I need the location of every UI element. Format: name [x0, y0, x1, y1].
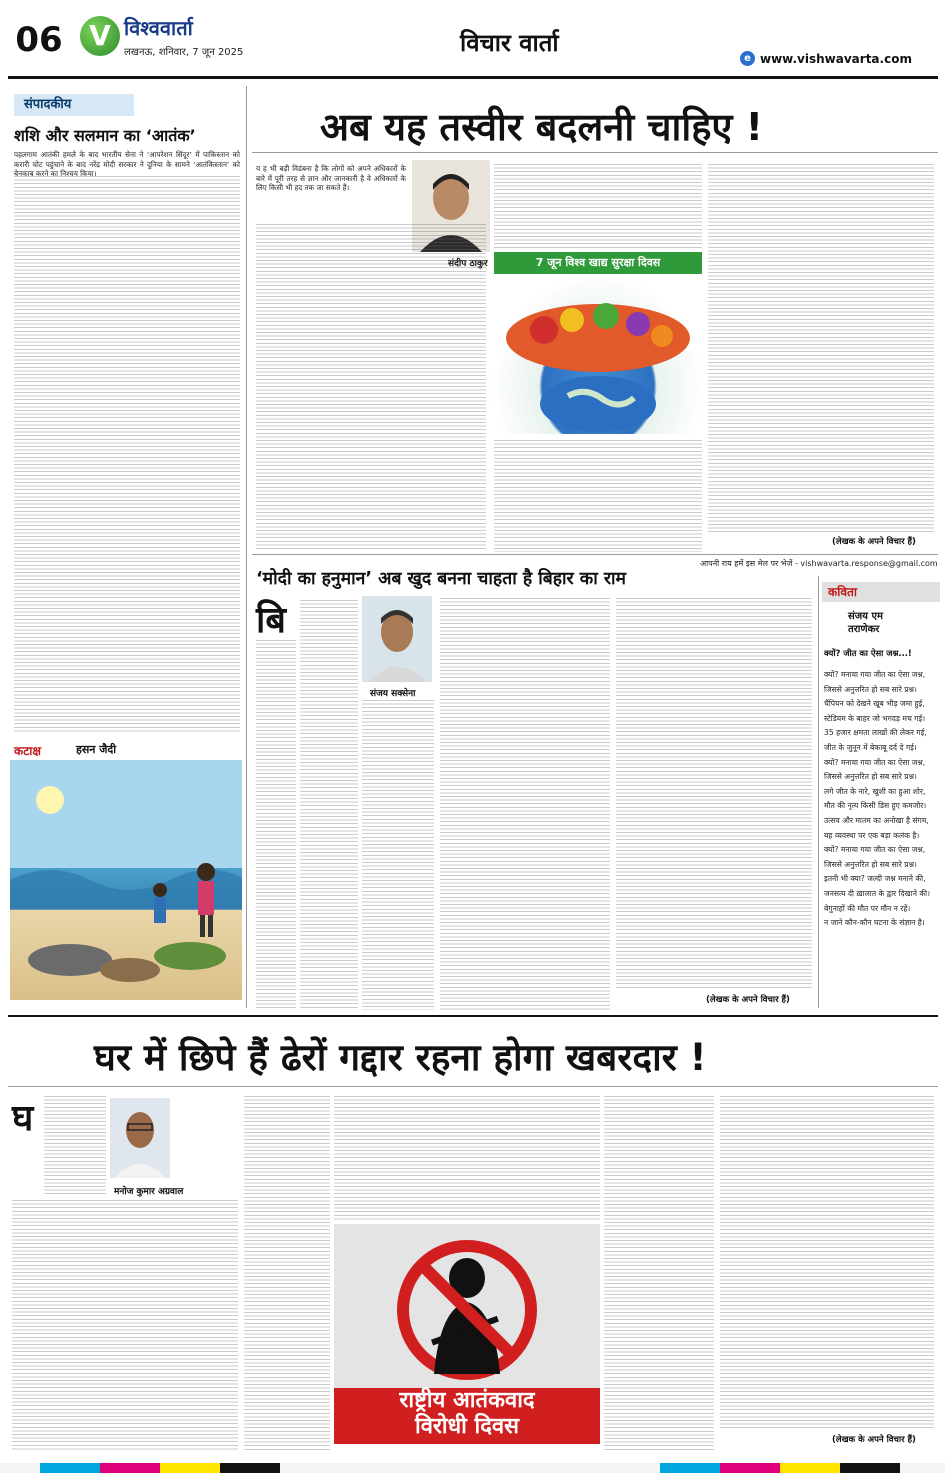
cartoon-figure-2 [153, 883, 167, 923]
bottom-col-4 [604, 1096, 714, 1452]
poem-line: जिससे अनुत्तरित हो सब सारे प्रश्न। [824, 772, 917, 782]
poem-author [848, 610, 883, 636]
poem-line: जिससे अनुत्तरित हो सब सारे प्रश्न। [824, 859, 917, 869]
cartoonist-name: हसन जैदी [76, 743, 117, 756]
second-author-portrait [362, 596, 432, 682]
brand-logo-icon: V [80, 16, 120, 56]
second-author-caption: संजय सक्सेना [370, 689, 416, 699]
cartoon-figure [197, 863, 215, 937]
cartoon-image [10, 760, 242, 1000]
food-safety-image [494, 276, 702, 434]
cartoon-tag: कटाक्ष [14, 744, 41, 758]
poem-line: क्यों? मनाया गया जीत का ऐसा जश्न, [824, 845, 926, 855]
poem-line: 35 हजार क्षमता लाखों की लेकर गई, [824, 728, 927, 738]
poem-line: इतनी भी क्या? जल्दी जश्न मनाने की, [824, 874, 926, 884]
second-col-1c [362, 700, 434, 1010]
editorial-body [14, 176, 240, 732]
anti-terror-banner [334, 1388, 600, 1444]
bottom-author-portrait [110, 1098, 170, 1178]
second-col-1a [300, 600, 358, 1010]
website-link[interactable]: www.vishwavarta.com [760, 52, 912, 66]
color-swatches [0, 1461, 945, 1475]
poem-author-line2: तराणेकर [848, 624, 880, 635]
print-color-bar [0, 1460, 945, 1474]
masthead-rule [8, 76, 938, 79]
editorial-title: शशि और सलमान का ‘आतंक’ [14, 126, 196, 145]
brand-name: विश्ववार्ता [124, 16, 193, 40]
poem-line: यह व्यवस्था पर एक बड़ा कलंक है। [824, 830, 920, 840]
poem-line: चैंपियन को देखने खूब भीड़ जमा हुई, [824, 699, 925, 709]
debris-pile [28, 942, 226, 982]
web-icon: e [740, 51, 755, 66]
main-signoff: (लेखक के अपने विचार हैं) [832, 537, 916, 547]
main-col-3 [708, 164, 934, 534]
bottom-col-1 [12, 1200, 238, 1452]
terror-graphic [334, 1224, 600, 1388]
poem-line: जिससे अनुत्तरित हो सब सारे प्रश्न। [824, 684, 917, 694]
sun-icon [36, 786, 64, 814]
bottom-drop-cap: घ [12, 1098, 34, 1139]
main-headline: अब यह तस्वीर बदलनी चाहिए ! [320, 105, 763, 149]
editorial-intro: पहलगाम आतंकी हमले के बाद भारतीय सेना ने ‘आपरेशन सिंदूर’ में पाकिस्तान को करारी चोट पहुंचाने के बाद नरेंद्र मोदी सरकार ने दुनिया के सामने ‘आतंकिस्तान’ को बेनकाब करने का निश्चय किया। [14, 150, 240, 179]
second-col-3 [616, 598, 812, 990]
poem-line: लगे जीत के नारे, खुशी का हुआ शोर, [824, 786, 926, 796]
food-safety-banner: 7 जून विश्व खाद्य सुरक्षा दिवस [494, 252, 702, 274]
second-author-photo [362, 596, 432, 682]
second-headline: ‘मोदी का हनुमान’ अब खुद बनना चाहता है बिहार का राम [256, 569, 627, 589]
banner-line-1: राष्ट्रीय आतंकवाद [399, 1388, 535, 1413]
author-caption: संदीप ठाकुर [448, 259, 488, 269]
page-number: 06 [15, 20, 63, 60]
poem-divider [818, 576, 819, 1008]
bottom-col-3-upper [334, 1096, 600, 1220]
bottom-col-5 [720, 1096, 934, 1428]
second-col-1b [256, 640, 296, 1010]
poem-line: स्टेडियम के बाहर जो भगदड़ मच गई। [824, 713, 926, 723]
poem-line: उत्सव और मातम का अनोखा है संगम, [824, 815, 929, 825]
section-rule [252, 554, 938, 555]
poem-line: क्यों? मनाया गया जीत का ऐसा जश्न, [824, 757, 926, 767]
food-globe [494, 276, 702, 434]
poem-title: क्यों? जीत का ऐसा जश्न...! [824, 648, 912, 658]
main-col-2-upper [494, 164, 702, 248]
editorial-tag: संपादकीय [14, 94, 134, 116]
poem-line: न जाने कौन-कौन घटना के संज्ञान है। [824, 918, 925, 928]
poem-line: क्यों? मनाया गया जीत का ऐसा जश्न, [824, 670, 926, 679]
bottom-rule [8, 1015, 938, 1017]
second-drop-cap: बि [256, 600, 286, 641]
headline-rule [252, 152, 938, 153]
poem-tag: कविता [822, 582, 940, 602]
bottom-col-2 [244, 1096, 330, 1452]
poem-line: बेगुनाहों की मौत पर मौन न रहें। [824, 903, 911, 913]
bottom-headline: घर में छिपे हैं ढेरों गद्दार रहना होगा खबरदार ! [94, 1036, 707, 1079]
main-article-opening: य ह भी बड़ी विडंबना है कि लोगों को अपने अधिकारों के बारे में पूरी तरह से ज्ञान और जानकारी है वे अधिकारों के लिए किसी भी हद तक जा सकते हैं। [256, 164, 406, 193]
poem-line: जीत के जुनून में बेकाबू दर्द दे गई। [824, 742, 917, 752]
second-signoff: (लेखक के अपने विचार हैं) [706, 995, 790, 1005]
dateline: लखनऊ, शनिवार, 7 जून 2025 [124, 47, 244, 58]
main-col-2-lower [494, 440, 702, 552]
bottom-col-1a [44, 1096, 106, 1196]
feedback-email[interactable]: आपनी राय हमें इस मेल पर भेजें - vishwavarta.response@gmail.com [700, 559, 938, 568]
second-col-2 [440, 598, 610, 1010]
main-col-1 [256, 224, 486, 550]
poem-line: जनसत्य दी ख़ालात के द्वार दिखाने की। [824, 888, 931, 898]
bottom-author-photo [110, 1098, 170, 1178]
cartoon-drawing [10, 760, 242, 1000]
poem-line: मौत की नृत्य किसी डिस हुए कमजोर। [824, 801, 927, 811]
section-title: विचार वार्ता [460, 29, 559, 57]
bottom-headline-rule [8, 1086, 938, 1087]
banner-line-2: विरोधी दिवस [415, 1414, 519, 1439]
column-divider [246, 86, 247, 1008]
poem-author-line1: संजय एम [848, 611, 883, 622]
bottom-signoff: (लेखक के अपने विचार हैं) [832, 1435, 916, 1445]
bottom-author-caption: मनोज कुमार अग्रवाल [114, 1187, 184, 1197]
poem-body [824, 668, 936, 931]
